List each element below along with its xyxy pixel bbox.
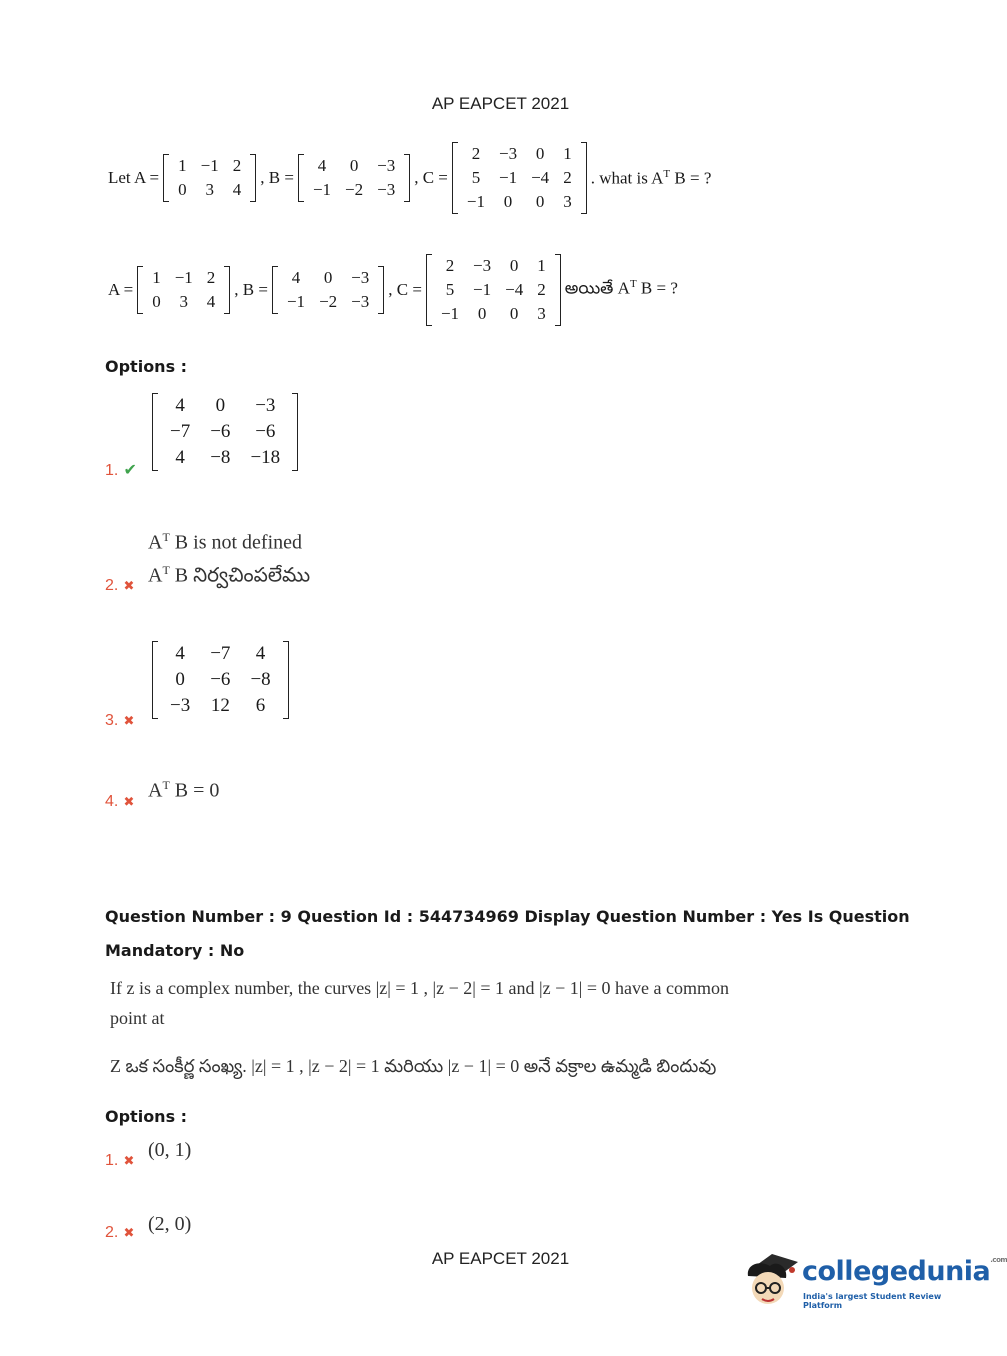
logo-tagline: India's largest Student Review Platform — [803, 1292, 942, 1310]
matrix-cell: 1 — [178, 156, 187, 175]
matrix-cell: 1 — [537, 256, 546, 275]
matrix-a-body — [171, 154, 248, 202]
matrix-row — [460, 190, 579, 214]
matrix-row — [160, 393, 290, 419]
matrix-cell: 0 — [503, 192, 513, 211]
matrix-row — [145, 290, 222, 314]
matrix-cell: −3 — [377, 180, 396, 199]
matrix-cell: 4 — [291, 268, 301, 287]
matrix-cell: 0 — [215, 395, 226, 416]
matrix-cell: 12 — [210, 695, 230, 716]
matrix-cell: −7 — [210, 643, 231, 664]
matrix-cell: −1 — [473, 280, 492, 299]
matrix-cell: 0 — [477, 304, 487, 323]
option-2-english: $A^T$ B is not defined — [148, 530, 303, 554]
matrix-row — [160, 419, 290, 445]
matrix-row — [434, 302, 553, 326]
matrix-c — [426, 254, 561, 326]
mascot-icon — [742, 1248, 800, 1310]
matrix-cell: 1 — [152, 268, 161, 287]
collegedunia-logo[interactable] — [742, 1248, 1007, 1314]
check-icon: ✔ — [123, 460, 137, 479]
matrix-row — [160, 641, 281, 667]
matrix-cell: 3 — [537, 304, 546, 323]
matrix-cell: 2 — [206, 268, 216, 287]
cross-icon: ✖ — [123, 1226, 135, 1241]
matrix-cell: −3 — [170, 695, 191, 716]
question-9-telugu: Z ఒక సంకీర్ణ సంఖ్య. |z| = 1 , |z − 2| = 1 మరియు |z − 1| = 0 అనే వక్రాల ఉమ్మడి బిందువు — [110, 1056, 717, 1076]
matrix-row — [280, 290, 376, 314]
matrix-cell: 1 — [563, 144, 572, 163]
matrix-cell: 3 — [205, 180, 214, 199]
matrix-cell: −6 — [210, 669, 231, 690]
q9-option-1-marker: 1. ✖ — [105, 1152, 135, 1169]
question-9-english-line1: If z is a complex number, the curves |z| = 1 , |z − 2| = 1 and |z − 1| = 0 have a common — [110, 978, 729, 998]
matrix-cell: −7 — [170, 421, 191, 442]
matrix-cell: 5 — [445, 280, 455, 299]
q9-option-2-marker: 2. ✖ — [105, 1224, 135, 1241]
matrix-a — [163, 154, 256, 202]
q9-option-2-text[interactable]: (2, 0) — [148, 1213, 192, 1235]
matrix-cell: 0 — [349, 156, 359, 175]
sep-b: , B = — [234, 280, 268, 299]
matrix-row — [145, 266, 222, 290]
matrix-cell: −3 — [377, 156, 396, 175]
matrix-cell: −2 — [319, 292, 338, 311]
matrix-row — [160, 693, 281, 719]
lead-text: A = — [108, 280, 134, 299]
matrix-cell: 4 — [317, 156, 327, 175]
matrix-cell: 4 — [175, 395, 185, 416]
matrix-row — [306, 178, 402, 202]
cross-icon: ✖ — [123, 795, 135, 810]
option-3-marker: 3. ✖ — [105, 712, 135, 729]
q9-option-1-text[interactable]: (0, 1) — [148, 1139, 192, 1161]
matrix-cell: −8 — [210, 447, 231, 468]
matrix-cell: 0 — [509, 256, 519, 275]
matrix-row — [434, 278, 553, 302]
matrix-cell: 0 — [535, 144, 545, 163]
matrix-row — [171, 178, 248, 202]
sep-c: , C = — [388, 280, 422, 299]
matrix-cell: −6 — [255, 421, 276, 442]
matrix-cell: 3 — [563, 192, 572, 211]
matrix-cell: −3 — [351, 268, 370, 287]
matrix-cell: 0 — [509, 304, 519, 323]
matrix-cell: −3 — [255, 395, 276, 416]
matrix-row — [160, 445, 290, 471]
question-english-line — [108, 142, 711, 214]
matrix-row — [460, 142, 579, 166]
page-footer: AP EAPCET 2021 — [431, 1249, 570, 1268]
matrix-cell: 2 — [445, 256, 455, 275]
matrix-row — [280, 266, 376, 290]
matrix-c — [452, 142, 587, 214]
matrix-cell: −8 — [250, 669, 271, 690]
matrix-a — [137, 266, 230, 314]
matrix-cell: −18 — [250, 447, 281, 468]
matrix-row — [160, 667, 281, 693]
matrix-cell: −6 — [210, 421, 231, 442]
options-label: Options : — [105, 357, 188, 376]
matrix-cell: −1 — [312, 180, 332, 199]
logo-wordmark: collegedunia$^{.com}$ — [802, 1256, 1007, 1287]
matrix-cell: 4 — [175, 643, 185, 664]
question-meta-line2: Mandatory : No — [105, 941, 245, 960]
option-4-text[interactable]: $A^T$ B = 0 — [148, 778, 220, 802]
cross-icon: ✖ — [123, 579, 135, 594]
options-label-q9: Options : — [105, 1107, 188, 1126]
question-9-english-line2: point at — [110, 1008, 165, 1028]
matrix-cell: 2 — [232, 156, 242, 175]
matrix-cell: −4 — [505, 280, 524, 299]
matrix-cell: −4 — [531, 168, 550, 187]
matrix-cell: 0 — [175, 669, 185, 690]
option-2-telugu: $A^T$ B నిర్వచింపలేము — [148, 563, 311, 587]
sep-c: , C = — [414, 168, 448, 187]
matrix-cell: −2 — [345, 180, 364, 199]
matrix-cell: 2 — [471, 144, 481, 163]
question-telugu-line — [108, 254, 678, 326]
matrix-cell: −1 — [174, 268, 193, 287]
matrix-cell: 5 — [471, 168, 481, 187]
option-3-matrix[interactable] — [152, 641, 289, 719]
question-tail: . what is $A^T$ B = ? — [590, 167, 712, 188]
matrix-cell: 0 — [535, 192, 545, 211]
question-meta-line1: Question Number : 9 Question Id : 544734969 Display Question Number : Yes Is Question — [105, 907, 910, 926]
matrix-cell: 4 — [255, 643, 266, 664]
matrix-cell: 4 — [175, 447, 185, 468]
lead-text: Let A = — [108, 168, 160, 187]
matrix-row — [434, 254, 553, 278]
matrix-cell: −3 — [473, 256, 492, 275]
cross-icon: ✖ — [123, 1154, 135, 1169]
matrix-cell: −3 — [499, 144, 518, 163]
matrix-cell: −1 — [499, 168, 518, 187]
matrix-cell: −1 — [466, 192, 485, 211]
sep-b: , B = — [260, 168, 294, 187]
option-1-marker: 1. ✔ — [105, 460, 137, 479]
option-2-marker: 2. ✖ — [105, 577, 135, 594]
matrix-cell: −1 — [200, 156, 219, 175]
option-4-marker: 4. ✖ — [105, 793, 135, 810]
matrix-cell: 0 — [323, 268, 333, 287]
matrix-cell: −1 — [440, 304, 460, 323]
matrix-cell: 2 — [537, 280, 546, 299]
matrix-b — [272, 266, 384, 314]
cross-icon: ✖ — [123, 714, 135, 729]
matrix-row — [460, 166, 579, 190]
matrix-row — [171, 154, 248, 178]
matrix-cell: 0 — [152, 292, 161, 311]
question-tail: అయితే $A^T$ B = ? — [564, 277, 678, 298]
matrix-cell: 4 — [206, 292, 216, 311]
matrix-cell: −1 — [286, 292, 306, 311]
matrix-b — [298, 154, 410, 202]
matrix-cell: 2 — [563, 168, 572, 187]
matrix-cell: 6 — [255, 695, 266, 716]
matrix-cell: −3 — [351, 292, 370, 311]
matrix-row — [306, 154, 402, 178]
matrix-cell: 3 — [179, 292, 188, 311]
option-1-matrix[interactable] — [152, 393, 298, 471]
page-header: AP EAPCET 2021 — [431, 94, 570, 113]
matrix-cell: 0 — [178, 180, 187, 199]
matrix-cell: 4 — [232, 180, 242, 199]
